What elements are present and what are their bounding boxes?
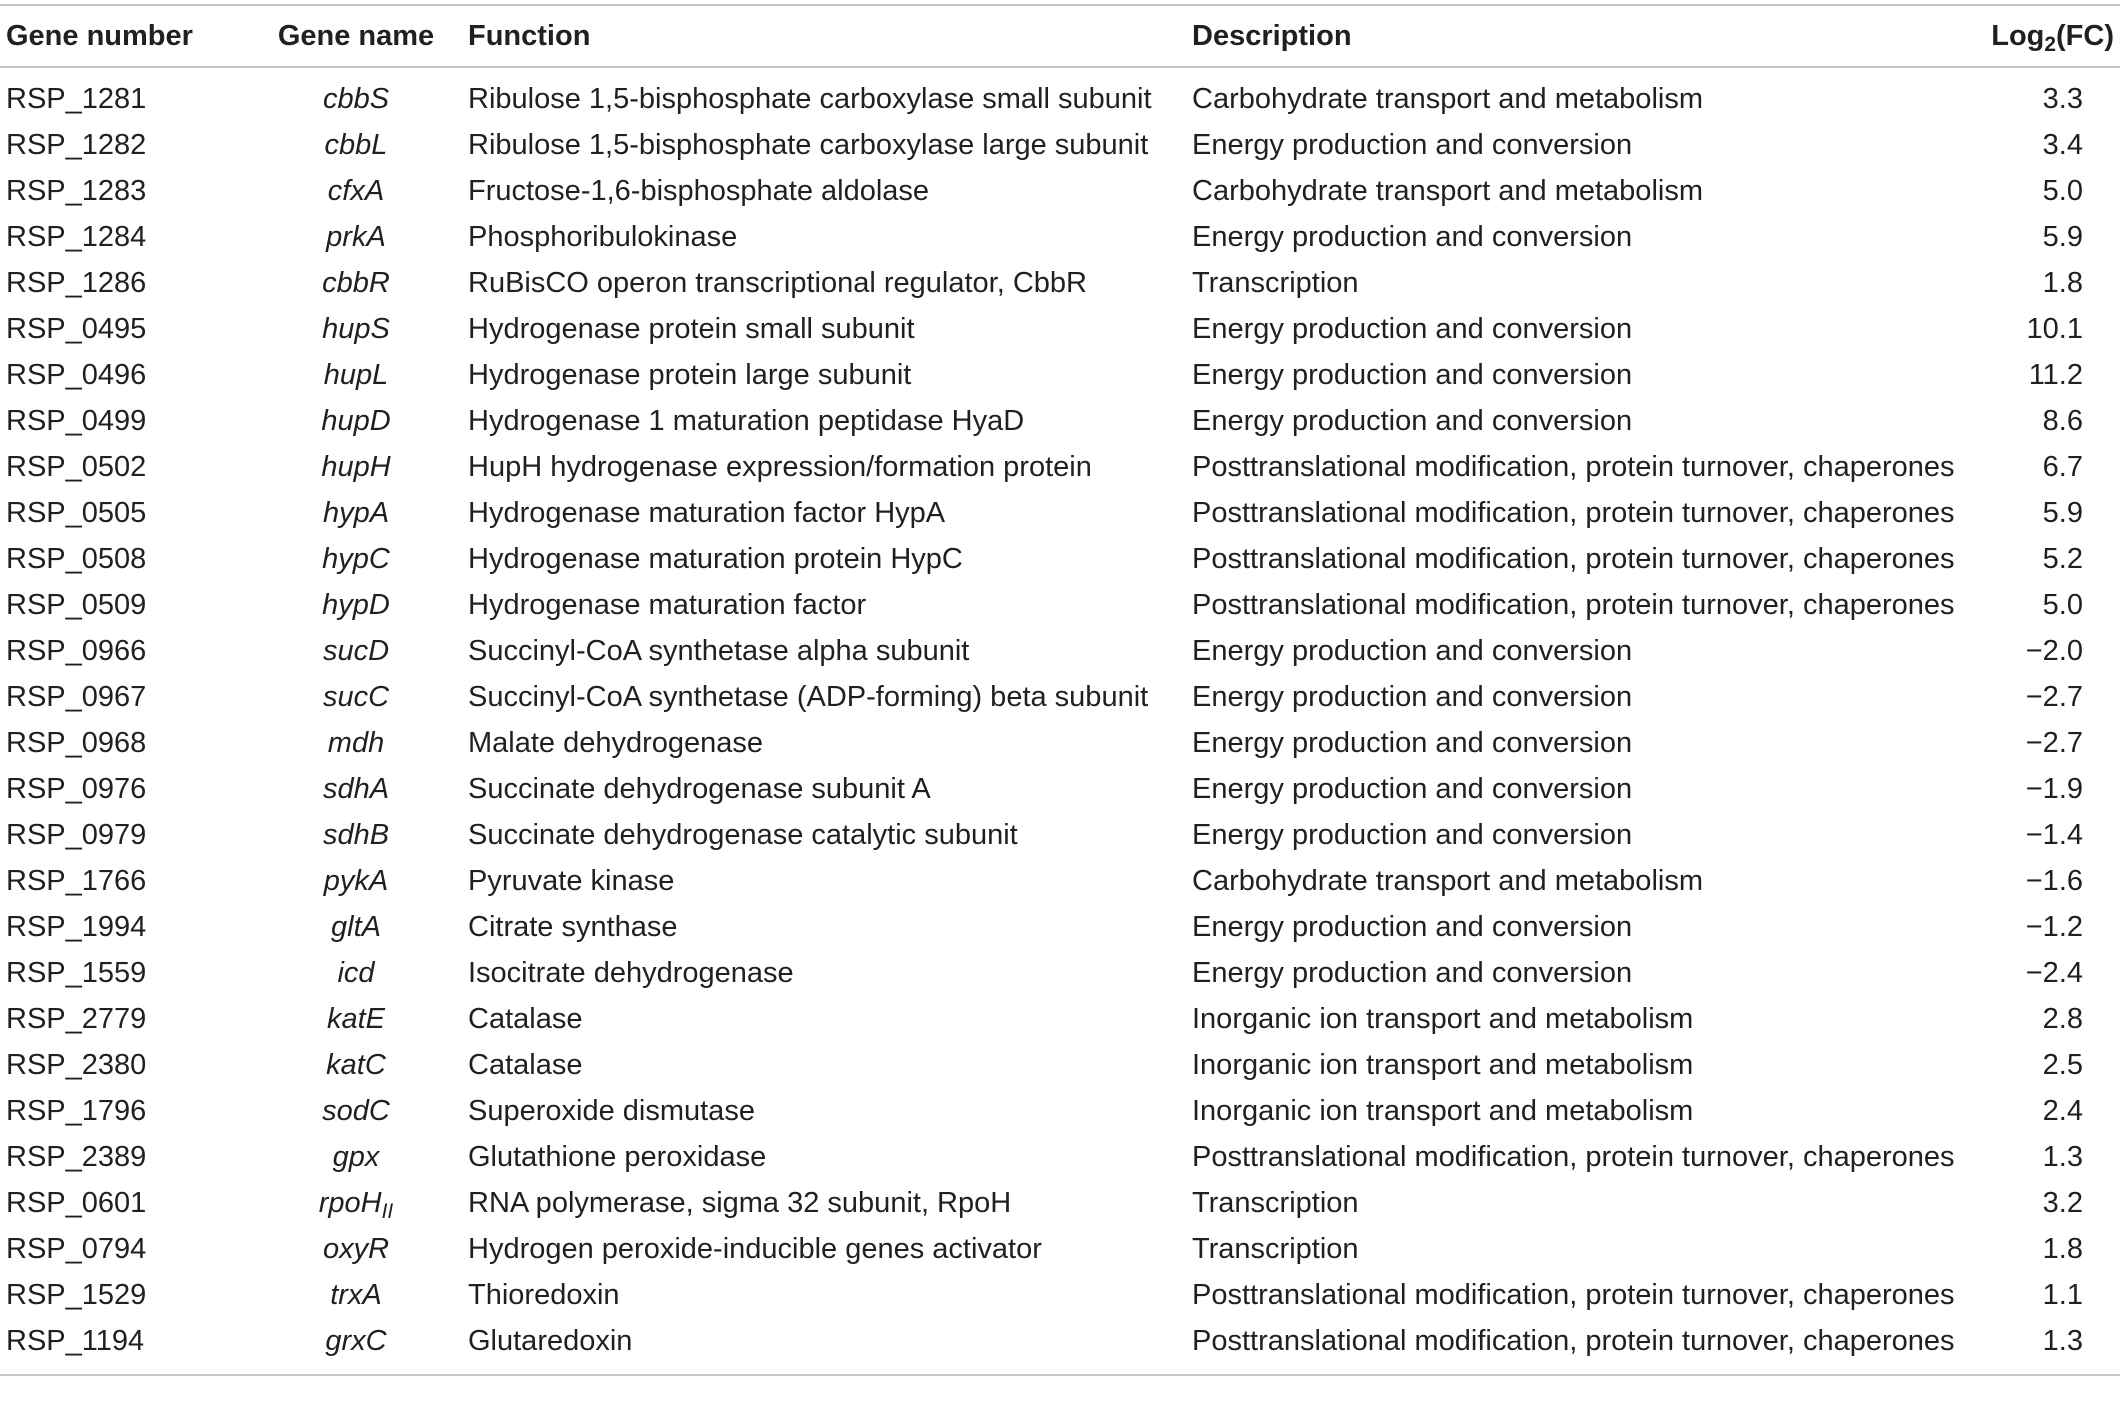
table-row bbox=[0, 1272, 2120, 1318]
cell-description: Energy production and conversion bbox=[1192, 772, 1633, 805]
gene-name-text: hypA bbox=[322, 496, 390, 529]
gene-name-text: sodC bbox=[322, 1094, 390, 1127]
gene-name-text: gltA bbox=[331, 910, 381, 943]
gene-name-text: hupH bbox=[321, 450, 391, 483]
cell-description: Posttranslational modification, protein turnover, chaperones bbox=[1192, 1140, 1955, 1173]
cell-gene-number: RSP_1766 bbox=[6, 864, 147, 897]
table-row bbox=[0, 1318, 2120, 1364]
gene-name-text: cbbL bbox=[324, 128, 388, 161]
cell-function: HupH hydrogenase expression/formation protein bbox=[468, 450, 1092, 483]
cell-gene-name bbox=[246, 129, 466, 162]
table-header-row bbox=[0, 6, 2120, 66]
cell-description: Energy production and conversion bbox=[1192, 312, 1633, 345]
gene-name-text: sucD bbox=[322, 634, 390, 667]
cell-log2fc: 3.4 bbox=[2042, 128, 2083, 161]
cell-gene-name bbox=[246, 957, 466, 990]
cell-function: Hydrogenase maturation protein HypC bbox=[468, 542, 963, 575]
header-function: Function bbox=[468, 19, 591, 52]
header-log2fc bbox=[1972, 19, 2120, 56]
cell-log2fc: −2.7 bbox=[2025, 726, 2083, 759]
cell-description: Posttranslational modification, protein turnover, chaperones bbox=[1192, 588, 1955, 621]
header-description: Description bbox=[1192, 19, 1352, 52]
table-row bbox=[0, 582, 2120, 628]
cell-gene-name bbox=[246, 359, 466, 392]
header-log2fc-sub: 2 bbox=[2044, 32, 2057, 56]
cell-gene-number: RSP_0496 bbox=[6, 358, 147, 391]
cell-description: Energy production and conversion bbox=[1192, 910, 1633, 943]
gene-name-text: icd bbox=[337, 956, 375, 989]
table-row bbox=[0, 812, 2120, 858]
cell-log2fc: 2.8 bbox=[2042, 1002, 2083, 1035]
gene-name-text: grxC bbox=[325, 1324, 387, 1357]
table-row bbox=[0, 122, 2120, 168]
cell-description: Energy production and conversion bbox=[1192, 220, 1633, 253]
table-row bbox=[0, 260, 2120, 306]
cell-gene-number: RSP_0499 bbox=[6, 404, 147, 437]
cell-log2fc: 6.7 bbox=[2042, 450, 2083, 483]
cell-description: Energy production and conversion bbox=[1192, 128, 1633, 161]
table-row bbox=[0, 766, 2120, 812]
cell-gene-name bbox=[246, 1186, 466, 1223]
gene-name-text: trxA bbox=[330, 1278, 382, 1311]
cell-function: Succinyl-CoA synthetase alpha subunit bbox=[468, 634, 970, 667]
cell-function: Fructose-1,6-bisphosphate aldolase bbox=[468, 174, 930, 207]
cell-gene-number: RSP_1529 bbox=[6, 1278, 147, 1311]
gene-name-text: hupS bbox=[322, 312, 390, 345]
cell-log2fc: −1.9 bbox=[2025, 772, 2083, 805]
cell-log2fc: −2.4 bbox=[2025, 956, 2083, 989]
cell-log2fc: 5.9 bbox=[2042, 496, 2083, 529]
cell-description: Energy production and conversion bbox=[1192, 818, 1633, 851]
cell-description: Posttranslational modification, protein turnover, chaperones bbox=[1192, 1278, 1955, 1311]
table-row bbox=[0, 1088, 2120, 1134]
cell-gene-name bbox=[246, 911, 466, 944]
cell-function: Ribulose 1,5-bisphosphate carboxylase small subunit bbox=[468, 82, 1152, 115]
cell-description: Inorganic ion transport and metabolism bbox=[1192, 1002, 1694, 1035]
cell-log2fc: 2.5 bbox=[2042, 1048, 2083, 1081]
cell-gene-number: RSP_0979 bbox=[6, 818, 147, 851]
cell-function: Isocitrate dehydrogenase bbox=[468, 956, 794, 989]
cell-gene-name bbox=[246, 1279, 466, 1312]
cell-gene-number: RSP_1283 bbox=[6, 174, 147, 207]
cell-function: RuBisCO operon transcriptional regulator, CbbR bbox=[468, 266, 1087, 299]
cell-log2fc: 1.8 bbox=[2042, 1232, 2083, 1265]
cell-description: Posttranslational modification, protein turnover, chaperones bbox=[1192, 450, 1955, 483]
cell-gene-name bbox=[246, 1141, 466, 1174]
gene-name-text: pykA bbox=[323, 864, 389, 897]
gene-name-text: sdhB bbox=[322, 818, 390, 851]
cell-function: Hydrogenase protein small subunit bbox=[468, 312, 915, 345]
cell-function: Hydrogen peroxide-inducible genes activator bbox=[468, 1232, 1042, 1265]
cell-gene-number: RSP_0502 bbox=[6, 450, 147, 483]
cell-gene-name bbox=[246, 543, 466, 576]
cell-description: Energy production and conversion bbox=[1192, 726, 1633, 759]
cell-function: Glutathione peroxidase bbox=[468, 1140, 767, 1173]
header-rule bbox=[0, 66, 2120, 68]
gene-name-text: hupD bbox=[321, 404, 391, 437]
gene-name-text: hypD bbox=[322, 588, 390, 621]
cell-log2fc: −2.7 bbox=[2025, 680, 2083, 713]
cell-function: Succinate dehydrogenase subunit A bbox=[468, 772, 931, 805]
cell-description: Energy production and conversion bbox=[1192, 634, 1633, 667]
table-row bbox=[0, 1226, 2120, 1272]
cell-function: Glutaredoxin bbox=[468, 1324, 633, 1357]
gene-name-subscript: II bbox=[381, 1199, 394, 1223]
gene-name-text: rpoH bbox=[318, 1186, 382, 1219]
cell-gene-number: RSP_0967 bbox=[6, 680, 147, 713]
table-row bbox=[0, 214, 2120, 260]
cell-gene-name bbox=[246, 773, 466, 806]
cell-log2fc: 8.6 bbox=[2042, 404, 2083, 437]
cell-gene-number: RSP_1284 bbox=[6, 220, 147, 253]
table-row bbox=[0, 674, 2120, 720]
cell-gene-number: RSP_0601 bbox=[6, 1186, 147, 1219]
cell-gene-name bbox=[246, 1049, 466, 1082]
header-log2fc-suffix: (FC) bbox=[2056, 19, 2114, 52]
cell-function: Ribulose 1,5-bisphosphate carboxylase large subunit bbox=[468, 128, 1149, 161]
cell-description: Carbohydrate transport and metabolism bbox=[1192, 864, 1703, 897]
cell-description: Transcription bbox=[1192, 1232, 1359, 1265]
cell-gene-number: RSP_0968 bbox=[6, 726, 147, 759]
cell-function: Catalase bbox=[468, 1048, 583, 1081]
table-row bbox=[0, 398, 2120, 444]
cell-log2fc: 5.0 bbox=[2042, 174, 2083, 207]
cell-gene-name bbox=[246, 589, 466, 622]
cell-function: Thioredoxin bbox=[468, 1278, 620, 1311]
cell-log2fc: 1.1 bbox=[2042, 1278, 2083, 1311]
cell-description: Posttranslational modification, protein turnover, chaperones bbox=[1192, 542, 1955, 575]
table-row bbox=[0, 444, 2120, 490]
cell-gene-number: RSP_2779 bbox=[6, 1002, 147, 1035]
cell-function: Hydrogenase 1 maturation peptidase HyaD bbox=[468, 404, 1025, 437]
cell-log2fc: −1.2 bbox=[2025, 910, 2083, 943]
table-row bbox=[0, 352, 2120, 398]
table-row bbox=[0, 858, 2120, 904]
table-row bbox=[0, 1180, 2120, 1226]
gene-name-text: katE bbox=[326, 1002, 386, 1035]
cell-gene-name bbox=[246, 1095, 466, 1128]
cell-description: Inorganic ion transport and metabolism bbox=[1192, 1094, 1694, 1127]
header-gene-name: Gene name bbox=[277, 19, 435, 52]
cell-log2fc: 3.3 bbox=[2042, 82, 2083, 115]
gene-name-text: katC bbox=[326, 1048, 386, 1081]
cell-function: Catalase bbox=[468, 1002, 583, 1035]
cell-function: Hydrogenase maturation factor bbox=[468, 588, 867, 621]
cell-gene-number: RSP_1281 bbox=[6, 82, 147, 115]
cell-gene-name bbox=[246, 1325, 466, 1358]
cell-gene-name bbox=[246, 1003, 466, 1036]
cell-description: Energy production and conversion bbox=[1192, 404, 1633, 437]
cell-gene-name bbox=[246, 635, 466, 668]
table-row bbox=[0, 996, 2120, 1042]
cell-function: Citrate synthase bbox=[468, 910, 678, 943]
cell-gene-name bbox=[246, 405, 466, 438]
gene-name-text: sdhA bbox=[322, 772, 390, 805]
cell-function: Succinate dehydrogenase catalytic subunit bbox=[468, 818, 1018, 851]
gene-name-text: cfxA bbox=[327, 174, 385, 207]
header-gene-number: Gene number bbox=[6, 19, 193, 52]
cell-gene-number: RSP_1796 bbox=[6, 1094, 147, 1127]
cell-gene-name bbox=[246, 681, 466, 714]
table-row bbox=[0, 168, 2120, 214]
cell-gene-name bbox=[246, 819, 466, 852]
bottom-rule bbox=[0, 1374, 2120, 1376]
cell-description: Energy production and conversion bbox=[1192, 680, 1633, 713]
cell-gene-number: RSP_0495 bbox=[6, 312, 147, 345]
cell-gene-name bbox=[246, 727, 466, 760]
cell-log2fc: 11.2 bbox=[2028, 358, 2083, 391]
cell-gene-name bbox=[246, 83, 466, 116]
cell-function: Succinyl-CoA synthetase (ADP-forming) beta subunit bbox=[468, 680, 1149, 713]
gene-name-text: sucC bbox=[322, 680, 390, 713]
cell-description: Posttranslational modification, protein turnover, chaperones bbox=[1192, 496, 1955, 529]
cell-description: Carbohydrate transport and metabolism bbox=[1192, 174, 1703, 207]
cell-function: Phosphoribulokinase bbox=[468, 220, 738, 253]
cell-gene-number: RSP_1994 bbox=[6, 910, 147, 943]
cell-gene-number: RSP_2389 bbox=[6, 1140, 147, 1173]
cell-gene-number: RSP_0509 bbox=[6, 588, 147, 621]
cell-log2fc: −1.6 bbox=[2025, 864, 2083, 897]
cell-gene-name bbox=[246, 313, 466, 346]
table-row bbox=[0, 536, 2120, 582]
cell-gene-number: RSP_1282 bbox=[6, 128, 147, 161]
cell-gene-name bbox=[246, 175, 466, 208]
cell-gene-number: RSP_0976 bbox=[6, 772, 147, 805]
cell-log2fc: 1.8 bbox=[2042, 266, 2083, 299]
cell-log2fc: 5.9 bbox=[2042, 220, 2083, 253]
cell-gene-number: RSP_0505 bbox=[6, 496, 147, 529]
table-row bbox=[0, 904, 2120, 950]
gene-name-text: cbbS bbox=[322, 82, 390, 115]
table-row bbox=[0, 306, 2120, 352]
gene-name-text: gpx bbox=[332, 1140, 380, 1173]
cell-gene-number: RSP_0508 bbox=[6, 542, 147, 575]
cell-log2fc: 1.3 bbox=[2042, 1140, 2083, 1173]
table-row bbox=[0, 1134, 2120, 1180]
table-row bbox=[0, 490, 2120, 536]
table-row bbox=[0, 1042, 2120, 1088]
cell-function: Malate dehydrogenase bbox=[468, 726, 764, 759]
cell-function: Hydrogenase maturation factor HypA bbox=[468, 496, 946, 529]
cell-log2fc: 2.4 bbox=[2042, 1094, 2083, 1127]
cell-gene-name bbox=[246, 451, 466, 484]
cell-gene-number: RSP_1286 bbox=[6, 266, 147, 299]
cell-gene-name bbox=[246, 221, 466, 254]
cell-description: Carbohydrate transport and metabolism bbox=[1192, 82, 1703, 115]
cell-description: Energy production and conversion bbox=[1192, 358, 1633, 391]
gene-table bbox=[0, 4, 2120, 1376]
cell-gene-number: RSP_0966 bbox=[6, 634, 147, 667]
cell-log2fc: 3.2 bbox=[2042, 1186, 2083, 1219]
header-log2fc-prefix: Log bbox=[1991, 19, 2045, 52]
cell-gene-name bbox=[246, 497, 466, 530]
cell-function: Pyruvate kinase bbox=[468, 864, 675, 897]
table-row bbox=[0, 720, 2120, 766]
cell-gene-name bbox=[246, 1233, 466, 1266]
cell-function: Superoxide dismutase bbox=[468, 1094, 755, 1127]
cell-function: Hydrogenase protein large subunit bbox=[468, 358, 912, 391]
cell-gene-name bbox=[246, 865, 466, 898]
cell-log2fc: 5.2 bbox=[2042, 542, 2083, 575]
cell-gene-number: RSP_2380 bbox=[6, 1048, 147, 1081]
gene-name-text: hupL bbox=[323, 358, 389, 391]
gene-name-text: mdh bbox=[327, 726, 385, 759]
cell-log2fc: 5.0 bbox=[2042, 588, 2083, 621]
cell-gene-number: RSP_0794 bbox=[6, 1232, 147, 1265]
cell-log2fc: −1.4 bbox=[2025, 818, 2083, 851]
cell-gene-number: RSP_1194 bbox=[6, 1324, 145, 1357]
cell-log2fc: −2.0 bbox=[2025, 634, 2083, 667]
cell-log2fc: 1.3 bbox=[2042, 1324, 2083, 1357]
gene-name-text: cbbR bbox=[322, 266, 390, 299]
cell-description: Energy production and conversion bbox=[1192, 956, 1633, 989]
cell-description: Transcription bbox=[1192, 266, 1359, 299]
table-body bbox=[0, 76, 2120, 1374]
cell-gene-number: RSP_1559 bbox=[6, 956, 147, 989]
cell-description: Inorganic ion transport and metabolism bbox=[1192, 1048, 1694, 1081]
cell-gene-name bbox=[246, 267, 466, 300]
cell-log2fc: 10.1 bbox=[2026, 312, 2083, 345]
gene-name-text: hypC bbox=[322, 542, 390, 575]
gene-name-text: oxyR bbox=[322, 1232, 390, 1265]
table-row bbox=[0, 628, 2120, 674]
cell-description: Posttranslational modification, protein turnover, chaperones bbox=[1192, 1324, 1955, 1357]
table-row bbox=[0, 76, 2120, 122]
cell-function: RNA polymerase, sigma 32 subunit, RpoH bbox=[468, 1186, 1012, 1219]
gene-name-text: prkA bbox=[326, 220, 386, 253]
cell-description: Transcription bbox=[1192, 1186, 1359, 1219]
table-row bbox=[0, 950, 2120, 996]
